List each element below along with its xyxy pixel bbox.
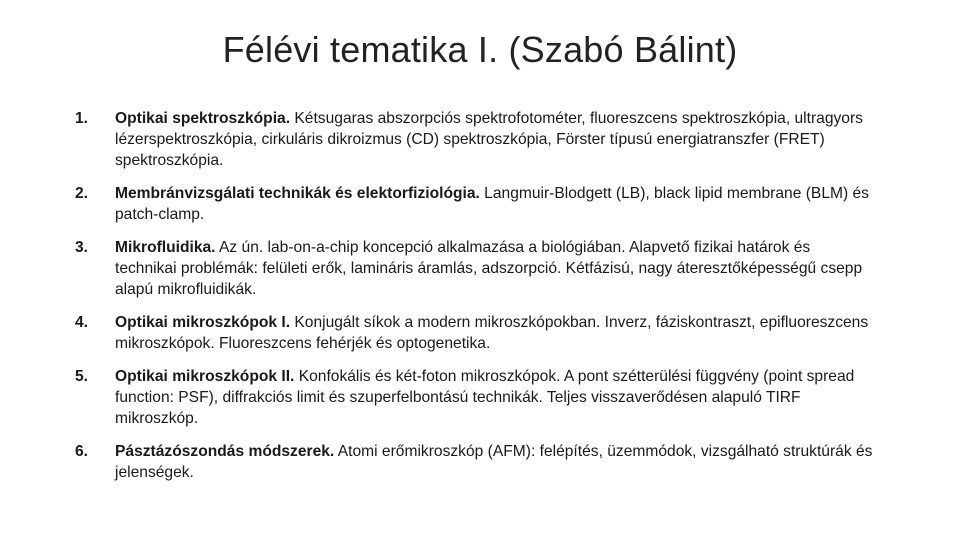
slide-title: Félévi tematika I. (Szabó Bálint) xyxy=(222,29,738,70)
topic-description: Konjugált síkok a modern mikroszkópokban. Inverz, fáziskontraszt, epifluoreszcens mikroszkópok. Fluoreszcens fehérjék és optogenetika. xyxy=(115,314,869,352)
topic-item-6 xyxy=(75,441,875,483)
topic-heading: Optikai spektroszkópia. xyxy=(115,110,291,127)
topic-description: Atomi erőmikroszkóp (AFM): felépítés, üzemmódok, vizsgálható struktúrák és jelenségek. xyxy=(115,443,873,481)
topic-item-2 xyxy=(75,183,875,225)
topic-description: Kétsugaras abszorpciós spektrofotométer, fluoreszcens spektroszkópia, ultragyors lézerspektroszkópia, cirkuláris dikroizmus (CD) spektroszkópia, Förster típusú energiatranszfer (FRET) spektroszkópia. xyxy=(115,110,863,169)
topic-number: 6. xyxy=(75,443,89,460)
topic-list xyxy=(75,108,875,495)
topic-description: Az ún. lab-on-a-chip koncepció alkalmazása a biológiában. Alapvető fizikai határok és technikai problémák: felületi erők, lamináris áramlás, adszorpció. Kétfázisú, nagy áteresztőképességű csepp alapú mikrofluidikák. xyxy=(115,239,863,298)
topic-heading: Optikai mikroszkópok I. xyxy=(115,314,291,331)
topic-description: Konfokális és két-foton mikroszkópok. A pont szétterülési függvény (point spread function: PSF), diffrakciós limit és szuperfelbontású technikák. Teljes visszaverődésen alapuló TIRF mikroszkóp. xyxy=(115,368,855,427)
topic-item-5 xyxy=(75,366,875,429)
topic-number: 2. xyxy=(75,185,89,202)
topic-number: 5. xyxy=(75,368,89,385)
topic-heading: Pásztázószondás módszerek. xyxy=(115,443,335,460)
topic-heading: Optikai mikroszkópok II. xyxy=(115,368,295,385)
topic-number: 3. xyxy=(75,239,89,256)
topic-description: Langmuir-Blodgett (LB), black lipid membrane (BLM) és patch-clamp. xyxy=(115,185,869,223)
topic-heading: Mikrofluidika. xyxy=(115,239,216,256)
topic-item-4 xyxy=(75,312,875,354)
topic-heading: Membránvizsgálati technikák és elektorfiziológia. xyxy=(115,185,480,202)
topic-item-3 xyxy=(75,237,875,300)
topic-number: 1. xyxy=(75,110,89,127)
topic-item-1 xyxy=(75,108,875,171)
topic-number: 4. xyxy=(75,314,89,331)
